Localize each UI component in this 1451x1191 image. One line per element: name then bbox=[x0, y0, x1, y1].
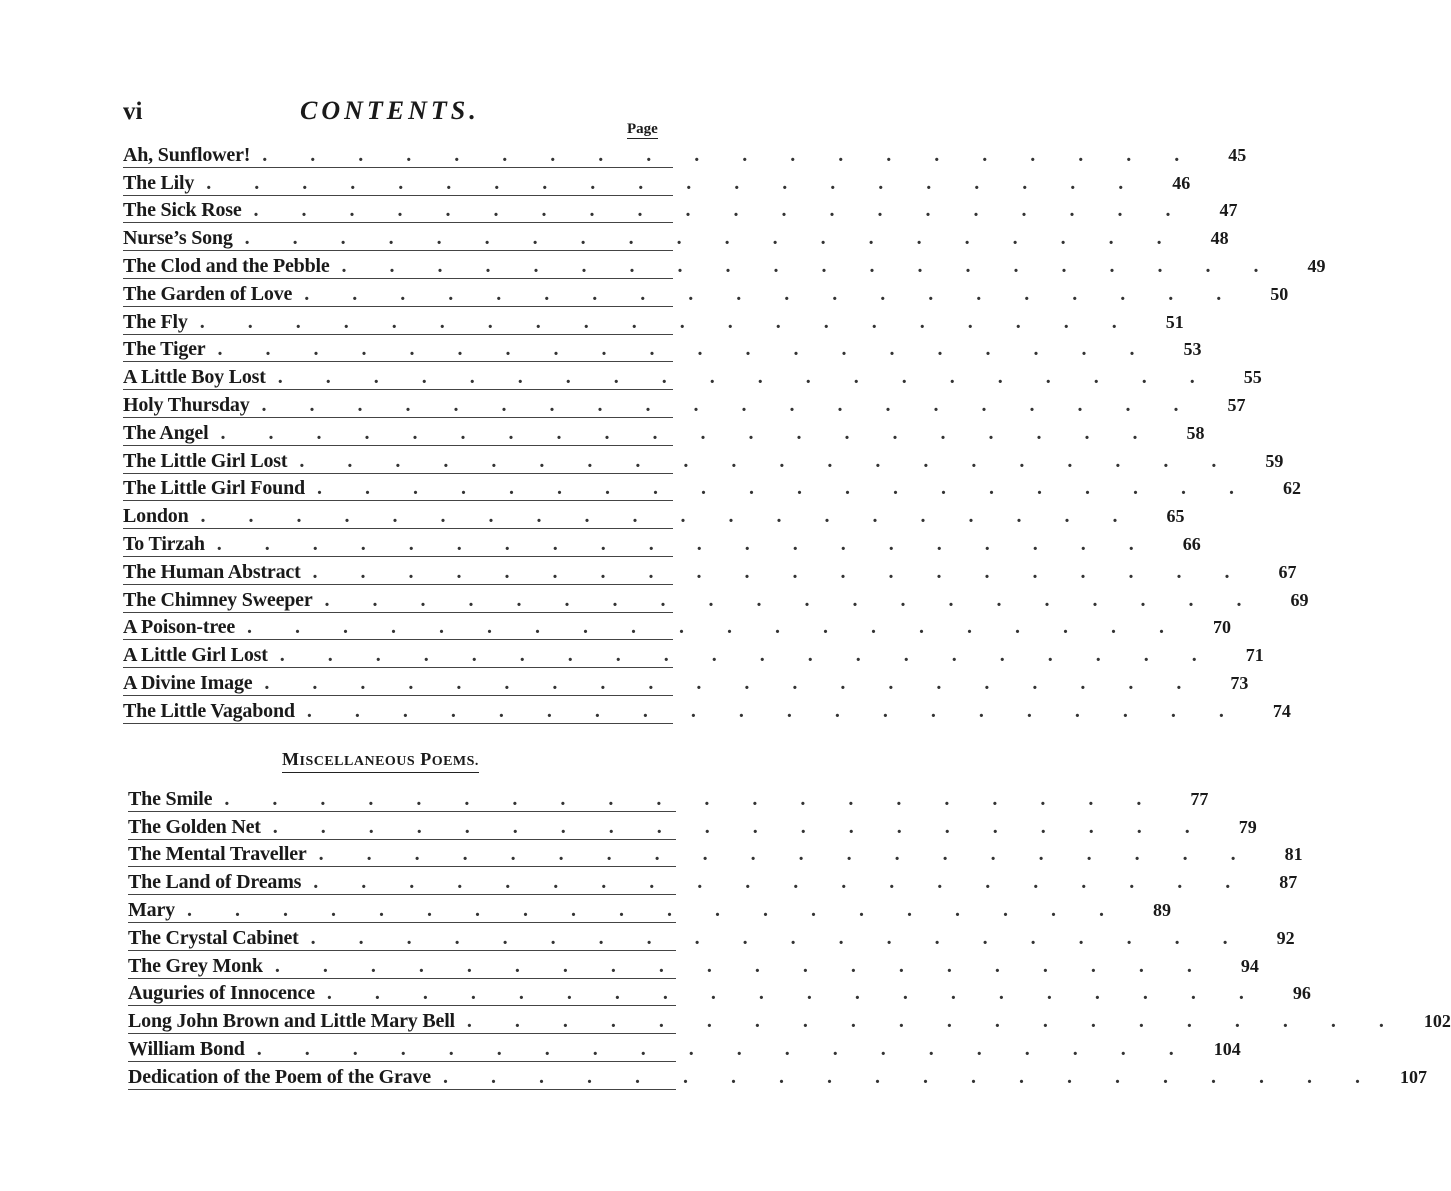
toc-entry-title: The Human Abstract bbox=[123, 560, 301, 583]
toc-entry bbox=[128, 784, 1209, 812]
dot-leader: . . . . . . . . . . . . . . . . . . . . bbox=[326, 982, 1263, 1005]
toc-entry-title: The Smile bbox=[128, 787, 213, 810]
dot-leader: . . . . . . . . . . . . . . . . . . . . bbox=[224, 787, 1161, 810]
toc-entry-title: Dedication of the Poem of the Grave bbox=[128, 1065, 431, 1088]
dot-leader: . . . . . . . . . . . . . . . . . . . . bbox=[244, 227, 1181, 250]
toc-entry bbox=[128, 951, 1259, 979]
dot-leader: . . . . . . . . . . . . . . . . . . . . bbox=[442, 1065, 1379, 1088]
toc-entry bbox=[123, 418, 1205, 446]
toc-misc-list bbox=[128, 784, 1451, 1090]
dot-leader: . . . . . . . . . . . . . . . . . . . . bbox=[304, 282, 1241, 305]
toc-main-list bbox=[123, 140, 1326, 724]
toc-entry bbox=[123, 668, 1249, 696]
dot-leader: . . . . . . . . . . . . . . . . . . . . bbox=[256, 1037, 1193, 1060]
toc-entry-page: 51 bbox=[1165, 311, 1184, 332]
toc-entry-page: 73 bbox=[1230, 672, 1249, 693]
toc-entry-page: 57 bbox=[1227, 394, 1246, 415]
section-heading-rest-2: OEMS. bbox=[431, 754, 479, 769]
toc-entry-title: Holy Thursday bbox=[123, 393, 250, 416]
toc-entry-title: Nurse’s Song bbox=[123, 227, 233, 250]
toc-entry-page: 81 bbox=[1284, 844, 1303, 865]
toc-entry-page: 107 bbox=[1399, 1066, 1427, 1087]
dot-leader: . . . . . . . . . . . . . . . . . . . . bbox=[299, 449, 1236, 472]
toc-entry-page: 87 bbox=[1279, 872, 1298, 893]
section-heading-initial-2: P bbox=[420, 749, 432, 769]
toc-entry bbox=[128, 840, 1303, 868]
toc-entry-title: The Chimney Sweeper bbox=[123, 588, 313, 611]
toc-entry bbox=[123, 140, 1247, 168]
dot-leader: . . . . . . . . . . . . . . . . . . . . bbox=[313, 871, 1250, 894]
toc-entry-page: 71 bbox=[1245, 645, 1264, 666]
dot-leader: . . . . . . . . . . . . . . . . . . . . bbox=[186, 898, 1123, 921]
dot-leader: . . . . . . . . . . . . . . . . . . . . bbox=[217, 338, 1154, 361]
toc-entry bbox=[123, 696, 1291, 724]
toc-entry-page: 47 bbox=[1219, 200, 1238, 221]
page-number: vi bbox=[123, 98, 143, 125]
toc-entry bbox=[123, 251, 1326, 279]
toc-entry bbox=[123, 390, 1246, 418]
toc-entry-page: 70 bbox=[1213, 617, 1232, 638]
toc-entry-page: 59 bbox=[1265, 450, 1284, 471]
toc-entry-page: 79 bbox=[1238, 816, 1257, 837]
toc-entry-page: 50 bbox=[1270, 283, 1289, 304]
dot-leader: . . . . . . . . . . . . . . . . . . . . bbox=[324, 588, 1261, 611]
toc-entry-page: 89 bbox=[1152, 899, 1171, 920]
dot-leader: . . . . . . . . . . . . . . . . . . . . bbox=[264, 671, 1201, 694]
toc-entry-page: 55 bbox=[1243, 367, 1262, 388]
toc-entry bbox=[123, 335, 1202, 363]
toc-entry bbox=[128, 1034, 1241, 1062]
toc-entry-title: To Tirzah bbox=[123, 532, 205, 555]
toc-entry-title: The Clod and the Pebble bbox=[123, 254, 330, 277]
dot-leader: . . . . . . . . . . . . . . . . . . . . bbox=[247, 616, 1184, 639]
toc-entry-title: The Golden Net bbox=[128, 815, 261, 838]
toc-entry bbox=[128, 979, 1311, 1007]
toc-entry-page: 102 bbox=[1423, 1011, 1451, 1032]
toc-entry bbox=[123, 446, 1284, 474]
dot-leader: . . . . . . . . . . . . . . . . . . . . bbox=[277, 366, 1214, 389]
toc-entry-title: The Mental Traveller bbox=[128, 843, 307, 866]
dot-leader: . . . . . . . . . . . . . . . . . . . . bbox=[274, 954, 1211, 977]
section-heading-rest-1: ISCELLANEOUS bbox=[299, 754, 416, 769]
toc-entry-title: The Angel bbox=[123, 421, 209, 444]
dot-leader: . . . . . . . . . . . . . . . . . . . . bbox=[316, 477, 1253, 500]
toc-entry-title: Auguries of Innocence bbox=[128, 982, 315, 1005]
toc-entry-page: 66 bbox=[1182, 533, 1201, 554]
toc-entry-page: 104 bbox=[1213, 1038, 1241, 1059]
dot-leader: . . . . . . . . . . . . . . . . . . . . bbox=[318, 843, 1255, 866]
dot-leader: . . . . . . . . . . . . . . . . . . . . bbox=[200, 505, 1137, 528]
toc-entry-title: The Little Vagabond bbox=[123, 699, 295, 722]
toc-entry-page: 49 bbox=[1307, 255, 1326, 276]
toc-entry-title: The Land of Dreams bbox=[128, 871, 302, 894]
toc-entry bbox=[123, 501, 1185, 529]
toc-entry-page: 77 bbox=[1190, 788, 1209, 809]
toc-entry-page: 96 bbox=[1292, 983, 1311, 1004]
toc-entry-title: Mary bbox=[128, 898, 175, 921]
toc-entry bbox=[123, 279, 1289, 307]
toc-entry bbox=[123, 640, 1264, 668]
toc-entry-page: 58 bbox=[1186, 422, 1205, 443]
dot-leader: . . . . . . . . . . . . . . . . . . . . bbox=[199, 310, 1136, 333]
toc-entry-page: 92 bbox=[1276, 927, 1295, 948]
toc-entry bbox=[123, 529, 1201, 557]
toc-entry-page: 67 bbox=[1278, 561, 1297, 582]
page-title: CONTENTS. bbox=[300, 96, 480, 125]
toc-entry bbox=[128, 923, 1295, 951]
dot-leader: . . . . . . . . . . . . . . . . . . . . bbox=[206, 171, 1143, 194]
toc-entry-title: The Sick Rose bbox=[123, 199, 242, 222]
toc-entry-page: 53 bbox=[1183, 339, 1202, 360]
dot-leader: . . . . . . . . . . . . . . . . . . . . bbox=[272, 815, 1209, 838]
toc-entry-title: A Divine Image bbox=[123, 671, 253, 694]
toc-entry-title: A Little Girl Lost bbox=[123, 644, 268, 667]
dot-leader: . . . . . . . . . . . . . . . . . . . . bbox=[312, 560, 1249, 583]
toc-entry-page: 48 bbox=[1210, 228, 1229, 249]
toc-entry-title: The Little Girl Lost bbox=[123, 449, 288, 472]
toc-entry bbox=[128, 895, 1171, 923]
section-heading bbox=[282, 749, 479, 773]
toc-entry-page: 74 bbox=[1272, 700, 1291, 721]
toc-entry bbox=[128, 1062, 1427, 1090]
page-column-label: Page bbox=[627, 121, 658, 137]
dot-leader: . . . . . . . . . . . . . . . . . . . . bbox=[220, 421, 1157, 444]
section-heading-initial-1: M bbox=[282, 749, 300, 769]
toc-entry-title: The Grey Monk bbox=[128, 954, 263, 977]
toc-entry bbox=[123, 557, 1297, 585]
toc-entry bbox=[128, 1006, 1451, 1034]
toc-entry bbox=[128, 812, 1257, 840]
toc-entry-title: The Lily bbox=[123, 171, 195, 194]
toc-entry bbox=[123, 168, 1191, 196]
toc-entry-page: 46 bbox=[1172, 172, 1191, 193]
toc-entry-page: 69 bbox=[1290, 589, 1309, 610]
toc-entry bbox=[123, 474, 1301, 502]
toc-entry bbox=[128, 867, 1298, 895]
dot-leader: . . . . . . . . . . . . . . . . . . . . bbox=[310, 926, 1247, 949]
toc-entry-title: The Garden of Love bbox=[123, 282, 293, 305]
toc-entry-title: The Fly bbox=[123, 310, 188, 333]
toc-entry-title: The Tiger bbox=[123, 338, 206, 361]
dot-leader: . . . . . . . . . . . . . . . . . . . . bbox=[341, 254, 1278, 277]
toc-entry-page: 45 bbox=[1228, 144, 1247, 165]
toc-entry bbox=[123, 223, 1229, 251]
toc-entry bbox=[123, 585, 1309, 613]
dot-leader: . . . . . . . . . . . . . . . . . . . . bbox=[466, 1010, 1403, 1033]
toc-entry-title: The Crystal Cabinet bbox=[128, 926, 299, 949]
toc-entry bbox=[123, 307, 1184, 335]
toc-entry bbox=[123, 613, 1232, 641]
toc-entry-title: The Little Girl Found bbox=[123, 477, 305, 500]
toc-entry-title: A Little Boy Lost bbox=[123, 366, 266, 389]
dot-leader: . . . . . . . . . . . . . . . . . . . . bbox=[216, 532, 1153, 555]
toc-entry-title: Long John Brown and Little Mary Bell bbox=[128, 1010, 455, 1033]
toc-entry bbox=[123, 362, 1262, 390]
toc-entry-title: A Poison-tree bbox=[123, 616, 236, 639]
dot-leader: . . . . . . . . . . . . . . . . . . . . bbox=[261, 393, 1198, 416]
toc-entry-title: Ah, Sunflower! bbox=[123, 143, 251, 166]
toc-entry-title: London bbox=[123, 505, 189, 528]
toc-entry-page: 65 bbox=[1166, 506, 1185, 527]
dot-leader: . . . . . . . . . . . . . . . . . . . . bbox=[306, 699, 1243, 722]
toc-entry-page: 62 bbox=[1282, 478, 1301, 499]
toc-entry-page: 94 bbox=[1240, 955, 1259, 976]
dot-leader: . . . . . . . . . . . . . . . . . . . . bbox=[279, 644, 1216, 667]
dot-leader: . . . . . . . . . . . . . . . . . . . . bbox=[253, 199, 1190, 222]
toc-entry-title: William Bond bbox=[128, 1037, 245, 1060]
dot-leader: . . . . . . . . . . . . . . . . . . . . bbox=[262, 143, 1199, 166]
toc-entry bbox=[123, 196, 1238, 224]
